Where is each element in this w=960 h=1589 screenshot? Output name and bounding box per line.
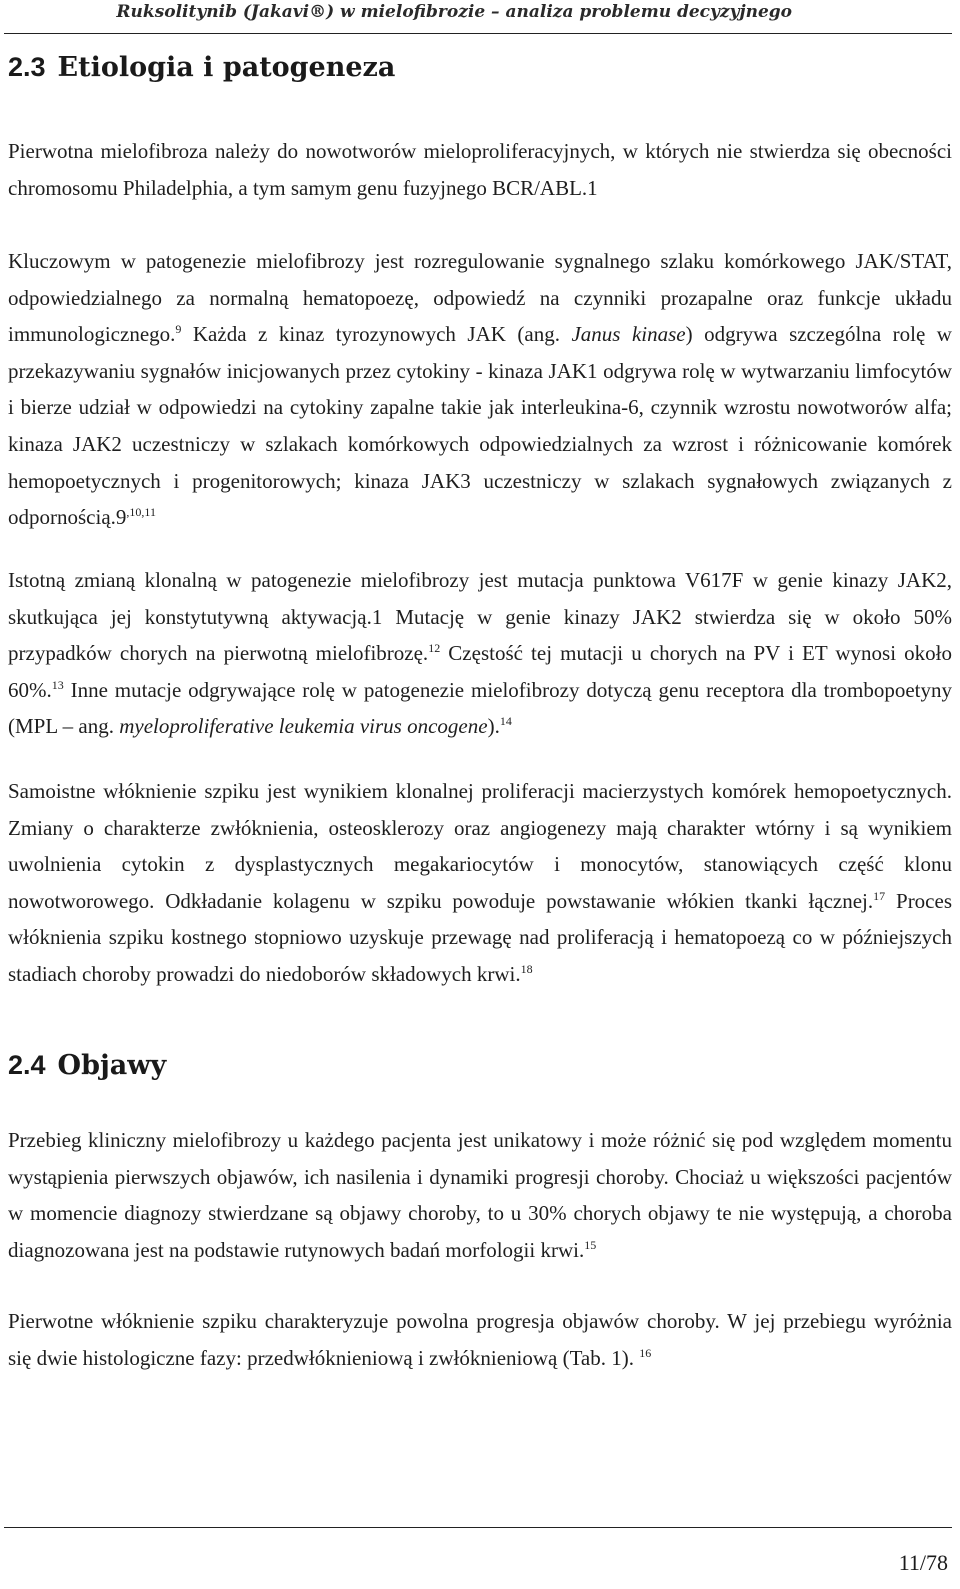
footnote-ref: 9 xyxy=(175,322,182,337)
page-number: 11/78 xyxy=(898,1550,948,1575)
paragraph-text: Istotną zmianą klonalną w patogenezie mielofibrozy jest mutacja punktowa V617F w genie kinazy JAK2, skutkująca jej konstytutywną aktywacją.1 Mutację w genie kinazy JAK2 stwierdza się w około 50% przypadków chorych na pierwotną mielofibrozę. xyxy=(8,568,952,666)
paragraph-text: Przebieg kliniczny mielofibrozy u każdego pacjenta jest unikatowy i może różnić się pod względem momentu wystąpienia pierwszych objawów, ich nasilenia i dynamiki progresji choroby. Chociaż u większości pacjentów w momencie diagnozy stwierdzane są objawy choroby, to u 30% chorych objawy te nie występują, a choroba diagnozowana jest na podstawie rutynowych badań morfologii krwi. xyxy=(8,1128,952,1262)
paragraph xyxy=(8,773,952,993)
paragraph-text: Inne mutacje odgrywające rolę w patogenezie mielofibrozy dotyczą genu receptora dla trombopoetyny (MPL – ang. xyxy=(8,677,952,739)
section-number: 2.4 xyxy=(8,1050,46,1080)
footnote-ref: 15 xyxy=(584,1237,597,1252)
section-heading-2-4 xyxy=(8,1050,166,1081)
paragraph-text: Kluczowym w patogenezie mielofibrozy jest rozregulowanie sygnalnego szlaku komórkowego JAK/STAT, odpowiedzialnego za normalną hematopoezę, odpowiedź na czynniki prozapalne oraz funkcje układu immunologicznego. xyxy=(8,249,952,347)
italic-term: Janus kinase xyxy=(571,322,686,347)
section-title: Etiologia i patogeneza xyxy=(57,52,396,83)
footnote-ref: 16 xyxy=(639,1345,652,1360)
paragraph xyxy=(8,1122,952,1268)
paragraph xyxy=(8,562,952,745)
paragraph-text: Proces włóknienia szpiku kostnego stopniowo uzyskuje przewagę nad proliferacją i hematopoezą co w późniejszych stadiach choroby prowadzi do niedoborów składowych krwi. xyxy=(8,888,952,986)
paragraph xyxy=(8,1303,952,1376)
section-number: 2.3 xyxy=(8,52,46,82)
header-divider xyxy=(4,33,952,34)
footnote-ref: 17 xyxy=(873,888,886,903)
running-header: Ruksolitynib (Jakavi®) w mielofibrozie – analiza problemu decyzyjnego xyxy=(116,2,792,22)
footnote-ref: 14 xyxy=(499,714,512,729)
section-heading-2-3 xyxy=(8,52,395,83)
paragraph-text: Samoistne włóknienie szpiku jest wynikiem klonalnej proliferacji macierzystych komórek hemopoetycznych. Zmiany o charakterze zwłóknienia, osteosklerozy oraz angiogenezy mają charakter wtórny i są wynikiem uwolnienia cytokin z dysplastycznych megakariocytów i monocytów, stanowiących część klonu nowotworowego. Odkładanie kolagenu w szpiku powoduje powstawanie włókien tkanki łącznej. xyxy=(8,779,952,913)
italic-term: myeloproliferative leukemia virus oncogene xyxy=(119,714,488,739)
footnote-ref: 12 xyxy=(428,641,441,656)
paragraph-text: Każda z kinaz tyrozynowych JAK (ang. xyxy=(181,322,572,347)
paragraph-text: ) odgrywa szczególna rolę w przekazywaniu sygnałów inicjowanych przez cytokiny - kinaza JAK1 odgrywa rolę w wytwarzaniu limfocytów i bierze udział w odpowiedzi na cytokiny zapalne takie jak interleukina-6, czynnik wzrostu nowotworów alfa; kinaza JAK2 uczestniczy w szlakach komórkowych odpowiedzialnych za wzrost i różnicowanie komórek hemopoetycznych i progenitorowych; kinaza JAK3 uczestniczy w szlakach sygnałowych związanych z odpornością.9 xyxy=(8,322,952,530)
paragraph-text: Częstość tej mutacji u chorych na PV i ET wynosi około 60%. xyxy=(8,641,953,702)
footer-divider xyxy=(4,1527,952,1528)
paragraph xyxy=(8,133,952,206)
footnote-ref: ,10,11 xyxy=(126,505,156,520)
footnote-ref: 13 xyxy=(51,677,64,692)
paragraph-text: Pierwotna mielofibroza należy do nowotworów mieloproliferacyjnych, w których nie stwierdza się obecności chromosomu Philadelphia, a tym samym genu fuzyjnego BCR/ABL.1 xyxy=(8,139,952,200)
section-title: Objawy xyxy=(57,1050,167,1081)
paragraph-text: Pierwotne włóknienie szpiku charakteryzuje powolna progresja objawów choroby. W jej przebiegu wyróżnia się dwie histologiczne fazy: przedwłóknieniową i zwłóknieniową (Tab. 1). xyxy=(8,1309,952,1370)
footnote-ref: 18 xyxy=(520,961,533,976)
paragraph-text: ). xyxy=(487,714,500,739)
paragraph xyxy=(8,243,952,536)
